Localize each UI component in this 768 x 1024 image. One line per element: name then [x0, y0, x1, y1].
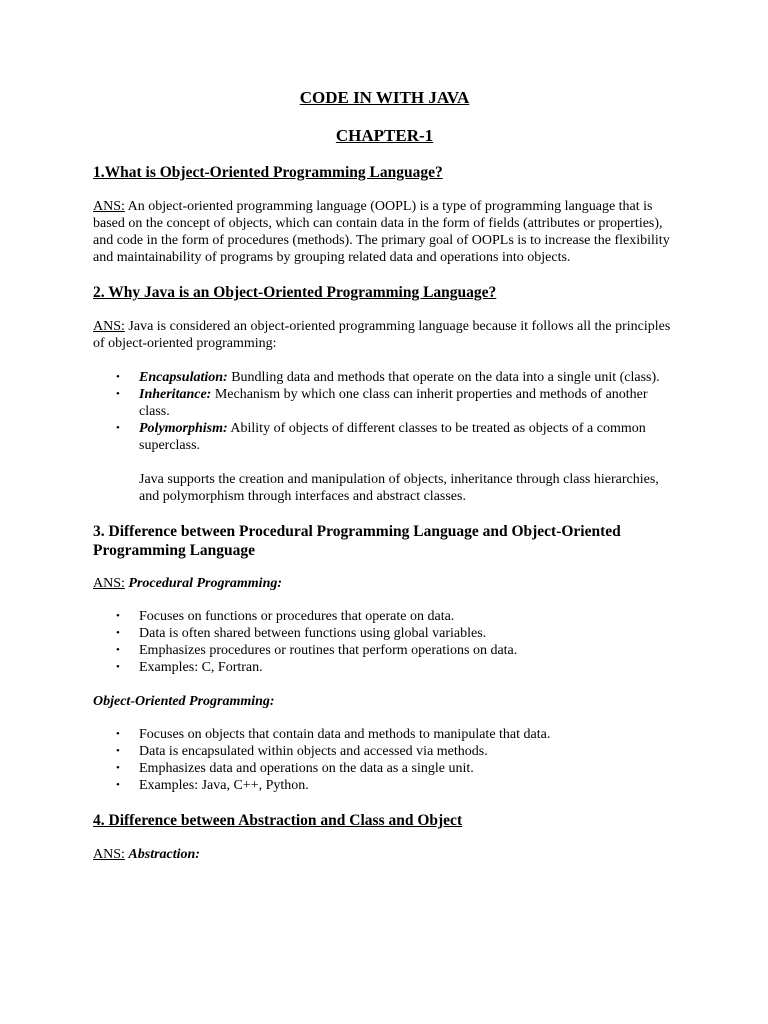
term-definition: Ability of objects of different classes to be treated as objects of a common superclass. [139, 421, 646, 453]
oop-list [93, 726, 676, 794]
list-item [116, 726, 676, 743]
bullet-icon: • [116, 745, 120, 757]
term-definition: Bundling data and methods that operate on the data into a single unit (class). [227, 370, 660, 385]
oop-principles-list [93, 369, 676, 454]
list-item-text: Emphasizes procedures or routines that perform operations on data. [139, 643, 518, 658]
answer-text: An object-oriented programming language (OOPL) is a type of programming language that is based on the concept of objects, which can contain data in the form of fields (attributes or properties), and code in the form of procedures (methods). The primary goal of OOPLs is to increase the flexibility and maintainability of programs by grouping related data and operations into objects. [93, 199, 670, 265]
bullet-icon: • [116, 422, 120, 434]
question-2-answer [93, 318, 676, 352]
question-4-answer-label [93, 846, 676, 863]
list-item [116, 386, 676, 420]
list-item-text: Emphasizes data and operations on the data as a single unit. [139, 761, 474, 776]
list-item [116, 777, 676, 794]
bullet-icon: • [116, 610, 120, 622]
bullet-icon: • [116, 371, 120, 383]
question-3-section [93, 522, 676, 794]
term: Encapsulation: [139, 370, 228, 385]
answer-text: Java is considered an object-oriented programming language because it follows all the principles of object-oriented programming: [93, 319, 671, 351]
procedural-list [93, 608, 676, 676]
ans-label: ANS: [93, 576, 125, 591]
document-title: CODE IN WITH JAVA [299, 88, 470, 107]
list-item-text: Focuses on objects that contain data and methods to manipulate that data. [139, 727, 551, 742]
list-item-text: Focuses on functions or procedures that operate on data. [139, 609, 455, 624]
bullet-icon: • [116, 627, 120, 639]
bullet-icon: • [116, 779, 120, 791]
list-item-text: Data is often shared between functions using global variables. [139, 626, 487, 641]
question-3-heading: 3. Difference between Procedural Programming Language and Object-Oriented Programming Language [93, 523, 621, 559]
list-item [116, 743, 676, 760]
list-item [116, 760, 676, 777]
chapter-title: CHAPTER-1 [335, 126, 434, 145]
question-2-section [93, 283, 676, 505]
bullet-icon: • [116, 644, 120, 656]
list-item [116, 625, 676, 642]
ans-label: ANS: [93, 199, 125, 214]
list-item-text: Data is encapsulated within objects and accessed via methods. [139, 744, 488, 759]
list-item [116, 420, 676, 454]
question-1-heading: 1.What is Object-Oriented Programming Language? [93, 164, 443, 181]
ans-label: ANS: [93, 847, 125, 862]
list-item-text: Examples: Java, C++, Python. [139, 778, 309, 793]
term: Inheritance: [139, 387, 212, 402]
bullet-icon: • [116, 762, 120, 774]
question-4-heading: 4. Difference between Abstraction and Class and Object [93, 812, 463, 829]
question-2-heading: 2. Why Java is an Object-Oriented Programming Language? [93, 284, 497, 301]
question-3-answer-label [93, 575, 676, 592]
question-1-answer [93, 198, 676, 266]
list-item [116, 642, 676, 659]
oop-subheading-line [93, 693, 676, 710]
bullet-icon: • [116, 661, 120, 673]
list-item-text: Examples: C, Fortran. [139, 660, 263, 675]
term: Polymorphism: [139, 421, 228, 436]
ans-label: ANS: [93, 319, 125, 334]
question-2-closing: Java supports the creation and manipulation of objects, inheritance through class hierarchies, and polymorphism through interfaces and abstract classes. [139, 472, 659, 504]
bullet-icon: • [116, 728, 120, 740]
bullet-icon: • [116, 388, 120, 400]
list-item [116, 369, 676, 386]
list-item [116, 608, 676, 625]
term-definition: Mechanism by which one class can inherit properties and methods of another class. [139, 387, 648, 419]
list-item [116, 659, 676, 676]
abstraction-subheading: Abstraction: [128, 847, 200, 862]
question-1-section [93, 163, 676, 266]
oop-subheading: Object-Oriented Programming: [93, 694, 275, 709]
procedural-subheading: Procedural Programming: [128, 576, 283, 591]
question-4-section [93, 811, 676, 863]
